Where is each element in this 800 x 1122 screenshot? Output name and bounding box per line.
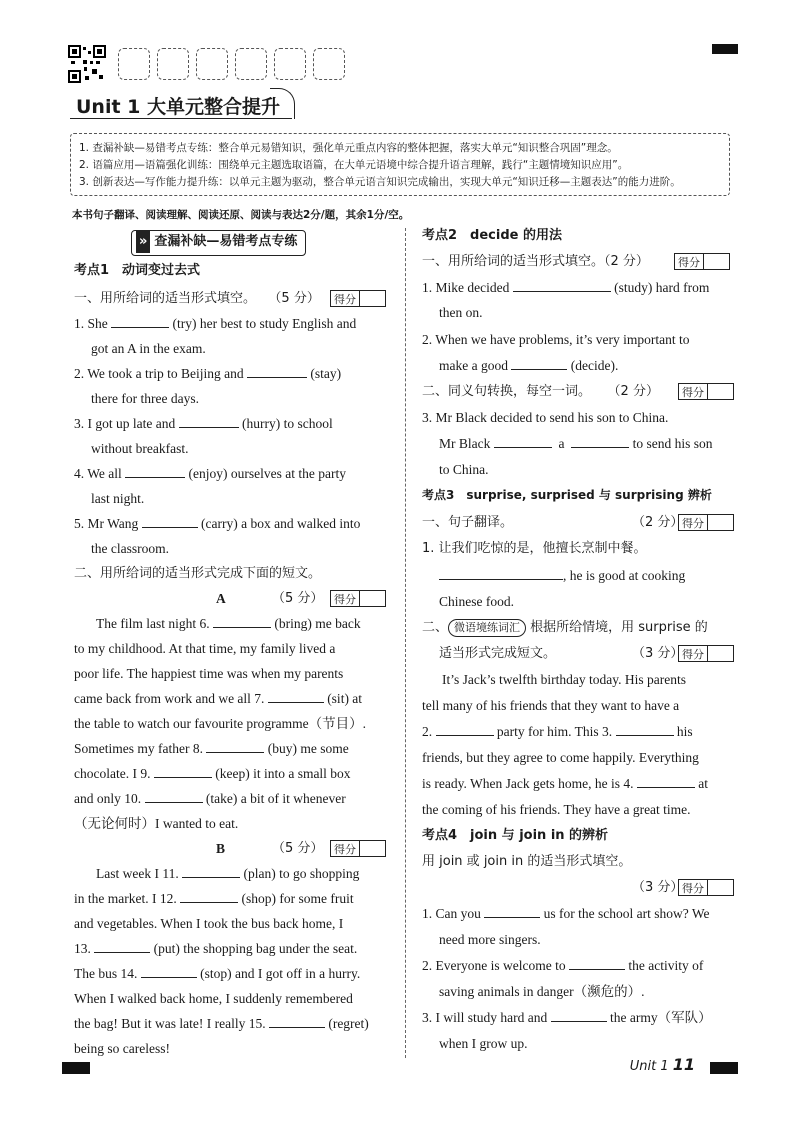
score-box[interactable]: 得分 bbox=[678, 879, 734, 896]
b-line: and vegetables. When I took the bus back home, I bbox=[74, 916, 344, 931]
t1: 1. Can you us for the school art show? We bbox=[422, 901, 710, 926]
blank-10[interactable] bbox=[145, 788, 203, 803]
blank-9[interactable] bbox=[154, 763, 212, 778]
q4-cont: last night. bbox=[91, 491, 145, 506]
s-line: tell many of his friends that they want to have a bbox=[422, 698, 680, 713]
passage-b-score: （5 分） bbox=[272, 841, 324, 856]
s-line: friends, but they agree to come happily. Everything bbox=[422, 750, 699, 765]
r5-score: （3 分） bbox=[632, 880, 684, 895]
section-banner bbox=[131, 230, 306, 256]
info-line: 3. 创新表达—写作能力提升练：以单元主题为驱动，整合单元语言知识完成输出，实现大单元“知识迁移—主题表达”的能力进阶。 bbox=[79, 176, 681, 188]
r-q3-end: to China. bbox=[439, 462, 489, 477]
qr-code-icon bbox=[68, 45, 106, 83]
s-line: 2. party for him. This 3. his bbox=[422, 719, 693, 744]
r-q4: 1. 让我们吃惊的是，他擅长烹制中餐。 bbox=[422, 541, 647, 556]
answer-box[interactable] bbox=[196, 48, 228, 80]
a-line: to my childhood. At that time, my family lived a bbox=[74, 641, 336, 656]
p2-title: 二、用所给词的适当形式完成下面的短文。 bbox=[74, 566, 322, 581]
a-line: the table to watch our favourite programme（节目）. bbox=[74, 716, 367, 731]
info-line: 2. 语篇应用—语篇强化训练：围绕单元主题选取语篇，在大单元语境中综合提升语言理解，践行“主题情境知识应用”。 bbox=[79, 159, 629, 171]
q5: 5. Mr Wang (carry) a box and walked into bbox=[74, 511, 360, 536]
blank-15[interactable] bbox=[269, 1013, 325, 1028]
answer-box[interactable] bbox=[118, 48, 150, 80]
blank-3[interactable] bbox=[179, 413, 239, 428]
score-box[interactable]: 得分 bbox=[674, 253, 730, 270]
r1-title: 一、用所给词的适当形式填空。（2 分） bbox=[422, 254, 649, 269]
blank-5[interactable] bbox=[142, 513, 198, 528]
context-vocab-tag: 微语境练词汇 bbox=[448, 619, 526, 637]
q5-cont: the classroom. bbox=[91, 541, 169, 556]
r4-title-2: 适当形式完成短文。 bbox=[439, 646, 557, 661]
answer-box[interactable] bbox=[235, 48, 267, 80]
q1-cont: got an A in the exam. bbox=[91, 341, 206, 356]
blank-t1[interactable] bbox=[484, 903, 540, 918]
blank-11[interactable] bbox=[182, 863, 240, 878]
score-box[interactable]: 得分 bbox=[330, 840, 386, 857]
corner-mark bbox=[710, 1062, 738, 1074]
blank-7[interactable] bbox=[268, 688, 324, 703]
blank-13[interactable] bbox=[94, 938, 150, 953]
r2-title: 二、同义句转换，每空一词。 （2 分） bbox=[422, 384, 659, 399]
a-line: （无论何时）I wanted to eat. bbox=[74, 816, 239, 831]
s-line: is ready. When Jack gets home, he is 4. at bbox=[422, 771, 708, 796]
score-box[interactable]: 得分 bbox=[678, 514, 734, 531]
r-q3-cont: Mr Black a to send his son bbox=[439, 431, 713, 456]
blank-r4[interactable] bbox=[439, 565, 563, 580]
info-box bbox=[70, 133, 730, 196]
b-line: Last week I 11. (plan) to go shopping bbox=[96, 861, 359, 886]
blank-2[interactable] bbox=[247, 363, 307, 378]
blank-12[interactable] bbox=[180, 888, 238, 903]
answer-box[interactable] bbox=[313, 48, 345, 80]
r-q1-cont: then on. bbox=[439, 305, 483, 320]
blank-4[interactable] bbox=[125, 463, 185, 478]
answer-box[interactable] bbox=[157, 48, 189, 80]
q3-cont: without breakfast. bbox=[91, 441, 189, 456]
a-line: The film last night 6. (bring) me back bbox=[96, 611, 361, 636]
kp4-heading: 考点4 join 与 join in 的辨析 bbox=[422, 828, 609, 843]
a-line: chocolate. I 9. (keep) it into a small box bbox=[74, 761, 351, 786]
page-title: Unit 1 大单元整合提升 bbox=[76, 96, 280, 118]
q3: 3. I got up late and (hurry) to school bbox=[74, 411, 333, 436]
a-line: and only 10. (take) a bit of it whenever bbox=[74, 786, 346, 811]
b-line: 13. (put) the shopping bag under the seat. bbox=[74, 936, 357, 961]
page-number: Unit 1 11 bbox=[629, 1055, 695, 1074]
q1: 1. She (try) her best to study English and bbox=[74, 311, 356, 336]
q4: 4. We all (enjoy) ourselves at the party bbox=[74, 461, 346, 486]
column-divider bbox=[405, 228, 406, 1058]
a-line: came back from work and we all 7. (sit) at bbox=[74, 686, 362, 711]
q2-cont: there for three days. bbox=[91, 391, 199, 406]
score-box[interactable]: 得分 bbox=[330, 290, 386, 307]
section-banner-label: 查漏补缺—易错考点专练 bbox=[154, 234, 298, 249]
passage-a-label: A bbox=[216, 591, 226, 606]
t2-cont: saving animals in danger（濒危的）. bbox=[439, 984, 645, 999]
blank-8[interactable] bbox=[206, 738, 264, 753]
q2: 2. We took a trip to Beijing and (stay) bbox=[74, 361, 341, 386]
r-q4-end: Chinese food. bbox=[439, 594, 514, 609]
b-line: When I walked back home, I suddenly remembered bbox=[74, 991, 353, 1006]
blank-s3[interactable] bbox=[616, 721, 674, 736]
blank-r2[interactable] bbox=[511, 355, 567, 370]
blank-s2[interactable] bbox=[436, 721, 494, 736]
score-box[interactable]: 得分 bbox=[678, 383, 734, 400]
blank-t2[interactable] bbox=[569, 955, 625, 970]
t1-cont: need more singers. bbox=[439, 932, 541, 947]
title-underline bbox=[70, 118, 292, 119]
blank-s4[interactable] bbox=[637, 773, 695, 788]
passage-a-score: （5 分） bbox=[272, 591, 324, 606]
t2: 2. Everyone is welcome to the activity of bbox=[422, 953, 703, 978]
r-q1: 1. Mike decided (study) hard from bbox=[422, 275, 709, 300]
r4-title: 二、 微语境练词汇 根据所给情境，用 surprise 的 bbox=[422, 620, 708, 635]
r-q4-cont: , he is good at cooking bbox=[439, 563, 685, 588]
p1-title: 一、用所给词的适当形式填空。 （5 分） bbox=[74, 291, 320, 306]
kp3-heading: 考点3 surprise, surprised 与 surprising 辨析 bbox=[422, 488, 712, 502]
double-chevron-icon: » bbox=[136, 231, 150, 253]
r-q3: 3. Mr Black decided to send his son to China. bbox=[422, 410, 669, 425]
b-line: the bag! But it was late! I really 15. (regret) bbox=[74, 1011, 369, 1036]
r-q2-cont: make a good (decide). bbox=[439, 353, 618, 378]
corner-mark bbox=[712, 44, 738, 54]
info-line: 1. 查漏补缺—易错考点专练：整合单元易错知识，强化单元重点内容的整体把握，落实大单元“知识整合巩固”理念。 bbox=[79, 142, 618, 154]
score-box[interactable]: 得分 bbox=[678, 645, 734, 662]
a-line: Sometimes my father 8. (buy) me some bbox=[74, 736, 349, 761]
b-line: in the market. I 12. (shop) for some fruit bbox=[74, 886, 354, 911]
score-box[interactable]: 得分 bbox=[330, 590, 386, 607]
r3-score: （2 分） bbox=[632, 515, 684, 530]
kp2-heading: 考点2 decide 的用法 bbox=[422, 228, 562, 243]
title-curve bbox=[270, 88, 295, 119]
t3-cont: when I grow up. bbox=[439, 1036, 528, 1051]
kp1-heading: 考点1 动词变过去式 bbox=[74, 263, 201, 278]
r4-score: （3 分） bbox=[632, 646, 684, 661]
r-q2: 2. When we have problems, it’s very important to bbox=[422, 332, 690, 347]
s-line: the coming of his friends. They have a great time. bbox=[422, 802, 691, 817]
b-line: being so careless! bbox=[74, 1041, 170, 1056]
blank-1[interactable] bbox=[111, 313, 169, 328]
blank-t3[interactable] bbox=[551, 1007, 607, 1022]
b-line: The bus 14. (stop) and I got off in a hurry. bbox=[74, 961, 360, 986]
blank-r3a[interactable] bbox=[494, 433, 552, 448]
blank-14[interactable] bbox=[141, 963, 197, 978]
s-line: It’s Jack’s twelfth birthday today. His parents bbox=[442, 672, 686, 687]
a-line: poor life. The happiest time was when my parents bbox=[74, 666, 344, 681]
passage-b-label: B bbox=[216, 841, 226, 856]
blank-6[interactable] bbox=[213, 613, 271, 628]
blank-r3b[interactable] bbox=[571, 433, 629, 448]
blank-r1[interactable] bbox=[513, 277, 611, 292]
answer-box[interactable] bbox=[274, 48, 306, 80]
t3: 3. I will study hard and the army（军队） bbox=[422, 1005, 712, 1030]
scoring-note: 本书句子翻译、阅读理解、阅读还原、阅读与表达2分/题，其余1分/空。 bbox=[72, 209, 410, 221]
r5-title: 用 join 或 join in 的适当形式填空。 bbox=[422, 854, 632, 869]
corner-mark bbox=[62, 1062, 90, 1074]
r3-title: 一、句子翻译。 bbox=[422, 515, 514, 530]
